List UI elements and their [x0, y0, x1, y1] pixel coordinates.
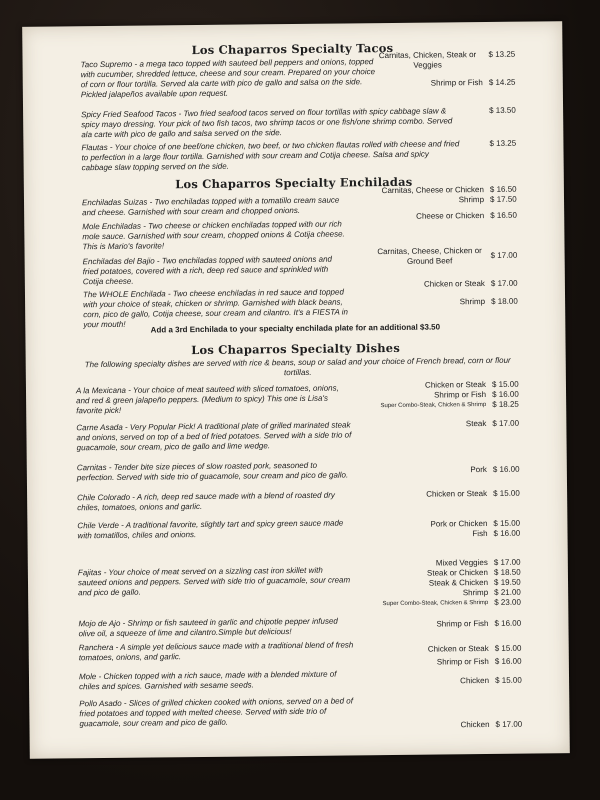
section-title-enchiladas: Los Chaparros Specialty Enchiladas	[175, 174, 413, 192]
price-amount: $ 13.25	[488, 49, 516, 59]
price-option: Shrimp or Fish	[430, 78, 483, 88]
price-list-a-la-mexicana	[336, 379, 536, 411]
section-title-tacos: Los Chaparros Specialty Tacos	[191, 40, 394, 58]
price-option: Shrimp or Fish	[436, 656, 489, 667]
price-list-carnitas	[337, 464, 537, 476]
price-option: Shrimp or Fish	[433, 390, 487, 400]
price-list-spicy-fried-seafood-tacos	[463, 106, 533, 117]
item-name: Carnitas	[76, 462, 107, 473]
menu-page	[22, 21, 570, 759]
item-description: - Your choice of one beef/one chicken, two beef, or two chicken flautas rolled with cheese and fried to perfection in a large flour tortilla. Garnished with sour cream and Cotija cheese. Salsa and spicy cabbage slaw topping served on the side.	[81, 139, 460, 173]
price-option: Mixed Veggies	[435, 558, 488, 568]
menu-item-chile-verde	[77, 518, 352, 541]
price-amount: $ 18.00	[491, 296, 518, 306]
price-list-flautas	[463, 139, 533, 150]
price-list-chile-colorado	[337, 488, 537, 500]
price-amount: $ 21.00	[494, 587, 521, 597]
price-amount: $ 23.00	[494, 597, 521, 607]
menu-item-fajitas	[78, 565, 353, 598]
item-description: - Your choice of meat served on a sizzling cast iron skillet with sauteed onions and peppers. Served with side trio of guacamole, sour cream and pico de gallo.	[77, 565, 351, 598]
price-list-enchiladas-suizas	[324, 184, 534, 206]
price-amount: $ 14.25	[488, 77, 516, 87]
item-description: - a mega taco topped with sauteed bell peppers and onions, topped with cucumber, shredded lettuce, cheese and sour cream. Prepared on your choice of corn or flour tortilla. Served ala carte with pico de gallo and salsa on the side. Pickled jalapeños available upon request.	[80, 57, 376, 100]
item-description: - Very Popular Pick! A traditional plate of grilled marinated steak and onions, served on top of a bed of fried potatoes. Served with a side trio of guacamole, sour cream, pico de gallo and lime wedge.	[76, 420, 352, 453]
item-description: - Shrimp or fish sauteed in garlic and chipotle pepper infused olive oil, a squeeze of lime and cilantro.Simple but delicious!	[78, 616, 338, 639]
item-description: - Chicken topped with a rich sauce, made with a blended mixture of chiles and spices. Garnished with sesame seeds.	[79, 669, 337, 692]
price-amount: $ 19.50	[493, 577, 521, 587]
price-amount: $ 17.00	[492, 418, 520, 428]
price-option: Chicken or Steak	[427, 643, 489, 654]
item-description: - Two fried seafood tacos served on flour tortillas with spicy cabbage slaw & spicy mayo dressing. Your pick of two fish tacos, two shrimp tacos or one fish/one shrimp combo. Served ala carte with pico de gallo and salsa served on the side.	[81, 106, 453, 140]
item-name: Mole Enchiladas	[82, 221, 142, 232]
item-name: Enchiladas del Bajio	[82, 256, 155, 267]
price-amount: $ 17.00	[493, 557, 521, 567]
price-amount: $ 16.00	[493, 528, 521, 538]
price-amount: $ 18.50	[493, 567, 521, 577]
price-list-mole	[339, 675, 539, 687]
price-amount: $ 15.00	[495, 675, 522, 685]
item-name: Spicy Fried Seafood Tacos	[81, 109, 177, 120]
price-amount: $ 17.00	[495, 719, 523, 729]
item-description: - Tender bite size pieces of slow roasted pork, seasoned to perfection. Served with side trio of guacamole, sour cream and pico de gallo.	[76, 460, 349, 483]
price-option: Steak	[465, 419, 487, 429]
item-name: Ranchera	[78, 642, 114, 653]
menu-item-chile-colorado	[77, 490, 352, 513]
price-list-mojo-de-ajo	[338, 618, 538, 630]
menu-item-pollo-asado	[79, 696, 354, 729]
price-option: Chicken or Steak	[423, 279, 485, 289]
price-list-taco-supremo	[322, 50, 532, 90]
menu-item-carne-asada	[76, 420, 351, 453]
menu-item-flautas	[81, 139, 461, 173]
menu-item-enchiladas-suizas	[82, 195, 347, 218]
price-option: Shrimp	[462, 587, 489, 598]
price-option: Chicken or Steak	[424, 380, 487, 390]
price-option: Super Combo-Steak, Chicken & Shrimp	[380, 402, 487, 410]
price-amount: $ 18.25	[492, 399, 519, 409]
price-amount: $ 13.50	[489, 105, 516, 115]
item-name: The WHOLE Enchilada	[82, 289, 166, 300]
item-description: - Two cheese enchiladas in red sauce and topped with your choice of steak, chicken or shrimp. Garnished with black beans, corn, pico de gallo, Cotija cheese, sour cream and cilantro. It's a FIESTA in your mouth!	[83, 287, 348, 330]
menu-item-enchiladas-del-bajio	[83, 254, 348, 287]
item-name: Chile Verde	[77, 520, 119, 531]
price-option: Steak & Chicken	[428, 577, 489, 588]
menu-item-mole	[79, 669, 354, 692]
price-amount: $ 17.00	[490, 278, 518, 288]
price-option: Cheese or Chicken	[416, 211, 485, 221]
item-description: - A simple yet delicious sauce made with a traditional blend of fresh tomatoes, onions, and garlic.	[78, 640, 354, 663]
price-list-pollo-asado	[339, 719, 539, 731]
item-name: Mole	[78, 672, 97, 682]
menu-item-ranchera	[79, 640, 354, 663]
price-amount: $ 15.00	[491, 379, 519, 389]
item-name: Chile Colorado	[77, 492, 131, 503]
item-description: - A traditional favorite, slightly tart and spicy green sauce made with tomatillos, chiles and onions.	[77, 518, 344, 541]
dishes-intro: The following specialty dishes are served with rice & beans, soup or salad and your choice of French bread, corn or flour tortillas.	[84, 355, 511, 378]
price-list-whole-enchilada	[325, 278, 535, 308]
item-description: - Two cheese or chicken enchiladas topped with our rich mole sauce. Garnished with sour cream, chopped onions & Cotija cheese. This is Mario's favorite!	[82, 219, 345, 252]
price-option: Pork	[470, 465, 487, 475]
price-list-enchiladas-del-bajio	[325, 245, 535, 267]
price-amount: $ 16.50	[489, 184, 517, 194]
price-option: Chicken	[460, 719, 490, 730]
item-name: Fajitas	[77, 568, 102, 578]
price-amount: $ 16.00	[494, 618, 522, 628]
price-list-chile-verde	[337, 518, 537, 540]
price-option: Shrimp	[459, 297, 486, 307]
price-list-carne-asada	[336, 418, 536, 430]
item-name: Mojo de Ajo	[78, 618, 121, 629]
price-amount: $ 16.00	[494, 656, 522, 666]
item-name: A la Mexicana	[75, 385, 126, 396]
price-list-mole-enchiladas	[324, 210, 534, 222]
price-option: Fish	[472, 529, 488, 539]
menu-item-mole-enchiladas	[82, 219, 347, 252]
menu-item-mojo-de-ajo	[78, 616, 353, 639]
price-amount: $ 15.00	[494, 643, 522, 653]
enchilada-addon-note: Add a 3rd Enchilada to your specialty enchilada plate for an additional $3.50	[150, 322, 441, 335]
item-description: - Two enchiladas topped with a tomatillo cream sauce and cheese. Garnished with sour cream and chopped onions.	[82, 195, 340, 218]
price-option: Carnitas, Cheese, Chicken or Ground Beef	[377, 246, 482, 266]
item-description: - Slices of grilled chicken cooked with onions, served on a bed of fried potatoes and topped with melted cheese. Served with side trio of guacamole, sour cream and pico de gallo.	[79, 696, 353, 729]
price-amount: $ 13.25	[489, 138, 517, 148]
price-option: Chicken	[460, 675, 490, 686]
price-option: Shrimp	[458, 195, 485, 205]
item-description: - Two enchiladas topped with sauteed onions and fried potatoes, covered with a rich, deep red sauce and sprinkled with Cotija cheese.	[82, 254, 333, 287]
price-option: Super Combo-Steak, Chicken & Shrimp	[382, 599, 489, 608]
item-name: Carne Asada	[76, 422, 123, 433]
item-name: Taco Supremo	[80, 59, 133, 70]
price-amount: $ 15.00	[493, 518, 521, 528]
price-amount: $ 16.50	[490, 210, 517, 220]
price-amount: $ 17.00	[490, 250, 518, 260]
price-list-fajitas	[338, 557, 539, 609]
price-amount: $ 15.00	[493, 488, 520, 498]
price-option: Steak or Chicken	[426, 568, 488, 578]
menu-item-carnitas	[77, 460, 352, 483]
item-name: Flautas	[81, 142, 108, 153]
price-option: Pork or Chicken	[430, 519, 488, 529]
price-option: Carnitas, Chicken, Steak or Veggies	[378, 50, 477, 70]
item-description: - A rich, deep red sauce made with a blend of roasted dry chiles, tomatoes, onions and garlic.	[77, 490, 335, 513]
price-amount: $ 16.00	[492, 389, 519, 399]
price-option: Shrimp or Fish	[436, 618, 489, 629]
price-amount: $ 16.00	[492, 464, 520, 474]
menu-item-a-la-mexicana	[76, 383, 351, 416]
price-amount: $ 17.50	[489, 194, 517, 204]
price-list-ranchera	[339, 643, 539, 668]
section-title-dishes: Los Chaparros Specialty Dishes	[191, 340, 401, 358]
price-option: Carnitas, Cheese or Chicken	[381, 185, 484, 196]
item-name: Pollo Asado	[79, 698, 122, 709]
item-description: - Your choice of meat sauteed with sliced tomatoes, onions, and red & green jalapeño peppers. (Medium to spicy) This one is Lisa's favorite pick!	[76, 383, 339, 416]
menu-item-spicy-fried-seafood-tacos	[81, 106, 461, 140]
price-option: Chicken or Steak	[426, 489, 488, 499]
item-name: Enchiladas Suizas	[81, 197, 148, 208]
